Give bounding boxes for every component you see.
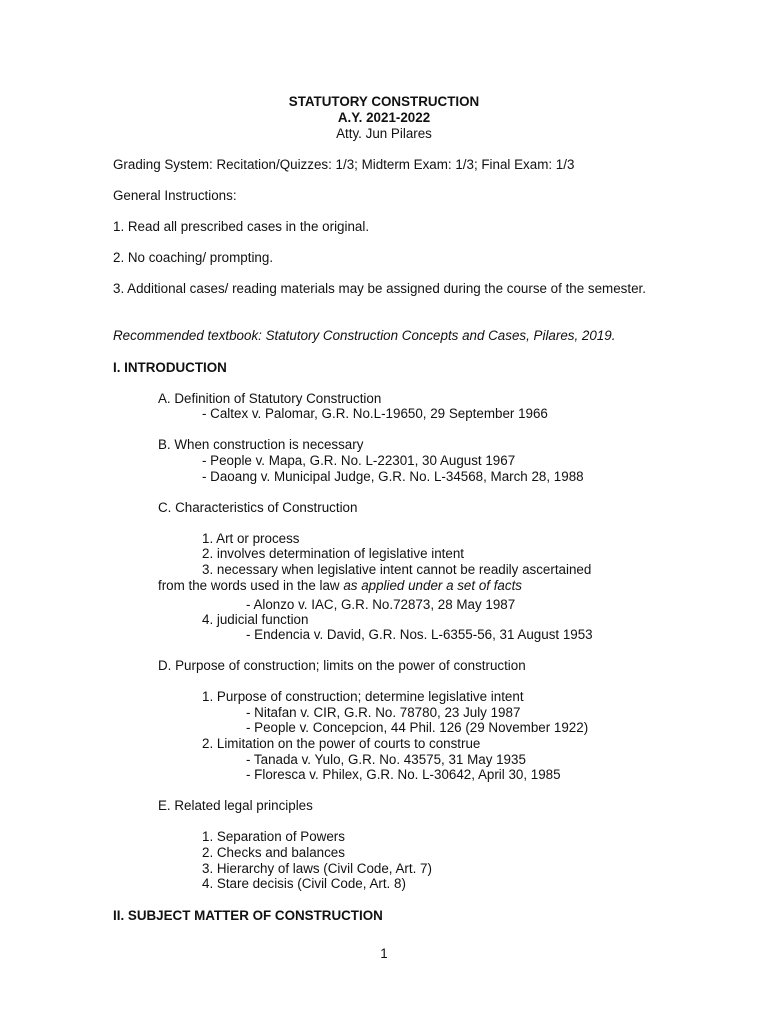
instruction-item: 2. No coaching/ prompting. bbox=[113, 250, 274, 265]
continuation-italic-text: as applied under a set of facts bbox=[343, 578, 522, 593]
list-item: 3. Hierarchy of laws (Civil Code, Art. 7) bbox=[202, 861, 432, 876]
instruction-item: 1. Read all prescribed cases in the original. bbox=[113, 219, 370, 234]
subsection-c-label: C. Characteristics of Construction bbox=[158, 500, 358, 515]
instructor-name: Atty. Jun Pilares bbox=[336, 126, 432, 141]
list-item: 2. Limitation on the power of courts to construe bbox=[202, 736, 481, 751]
case-citation: - Caltex v. Palomar, G.R. No.L-19650, 29 September 1966 bbox=[202, 406, 548, 421]
subsection-d-label: D. Purpose of construction; limits on the power of construction bbox=[158, 658, 526, 673]
case-citation: - Nitafan v. CIR, G.R. No. 78780, 23 July 1987 bbox=[246, 705, 521, 720]
list-item: 3. necessary when legislative intent cannot be readily ascertained bbox=[202, 562, 592, 577]
list-item: 1. Purpose of construction; determine legislative intent bbox=[202, 689, 524, 704]
academic-year: A.Y. 2021-2022 bbox=[337, 110, 431, 125]
subsection-b-label: B. When construction is necessary bbox=[158, 437, 364, 452]
list-item: 4. judicial function bbox=[202, 612, 309, 627]
section-heading-subject-matter: II. SUBJECT MATTER OF CONSTRUCTION bbox=[113, 908, 383, 923]
subsection-e-label: E. Related legal principles bbox=[158, 798, 313, 813]
page-number: 1 bbox=[380, 946, 388, 961]
case-citation: - Alonzo v. IAC, G.R. No.72873, 28 May 1987 bbox=[246, 597, 516, 612]
instruction-item: 3. Additional cases/ reading materials may be assigned during the course of the semester. bbox=[113, 281, 646, 296]
case-citation: - Tanada v. Yulo, G.R. No. 43575, 31 May 1935 bbox=[246, 752, 526, 767]
list-item: 2. Checks and balances bbox=[202, 845, 345, 860]
section-heading-introduction: I. INTRODUCTION bbox=[113, 360, 227, 375]
list-item: 4. Stare decisis (Civil Code, Art. 8) bbox=[202, 876, 406, 891]
list-item-continuation bbox=[158, 578, 522, 593]
case-citation: - Endencia v. David, G.R. Nos. L-6355-56, 31 August 1953 bbox=[246, 627, 593, 642]
general-instructions-heading: General Instructions: bbox=[113, 188, 237, 203]
list-item: 1. Separation of Powers bbox=[202, 829, 345, 844]
case-citation: - Floresca v. Philex, G.R. No. L-30642, April 30, 1985 bbox=[246, 767, 561, 782]
list-item: 1. Art or process bbox=[202, 531, 300, 546]
case-citation: - People v. Mapa, G.R. No. L-22301, 30 August 1967 bbox=[202, 453, 516, 468]
document-title: STATUTORY CONSTRUCTION bbox=[288, 94, 480, 109]
subsection-a-label: A. Definition of Statutory Construction bbox=[158, 391, 382, 406]
case-citation: - People v. Concepcion, 44 Phil. 126 (29 November 1922) bbox=[246, 720, 589, 735]
recommended-textbook: Recommended textbook: Statutory Construction Concepts and Cases, Pilares, 2019. bbox=[113, 328, 616, 343]
continuation-text: from the words used in the law bbox=[158, 578, 344, 593]
grading-system: Grading System: Recitation/Quizzes: 1/3; Midterm Exam: 1/3; Final Exam: 1/3 bbox=[113, 157, 575, 172]
case-citation: - Daoang v. Municipal Judge, G.R. No. L-34568, March 28, 1988 bbox=[202, 469, 584, 484]
list-item: 2. involves determination of legislative intent bbox=[202, 546, 465, 561]
